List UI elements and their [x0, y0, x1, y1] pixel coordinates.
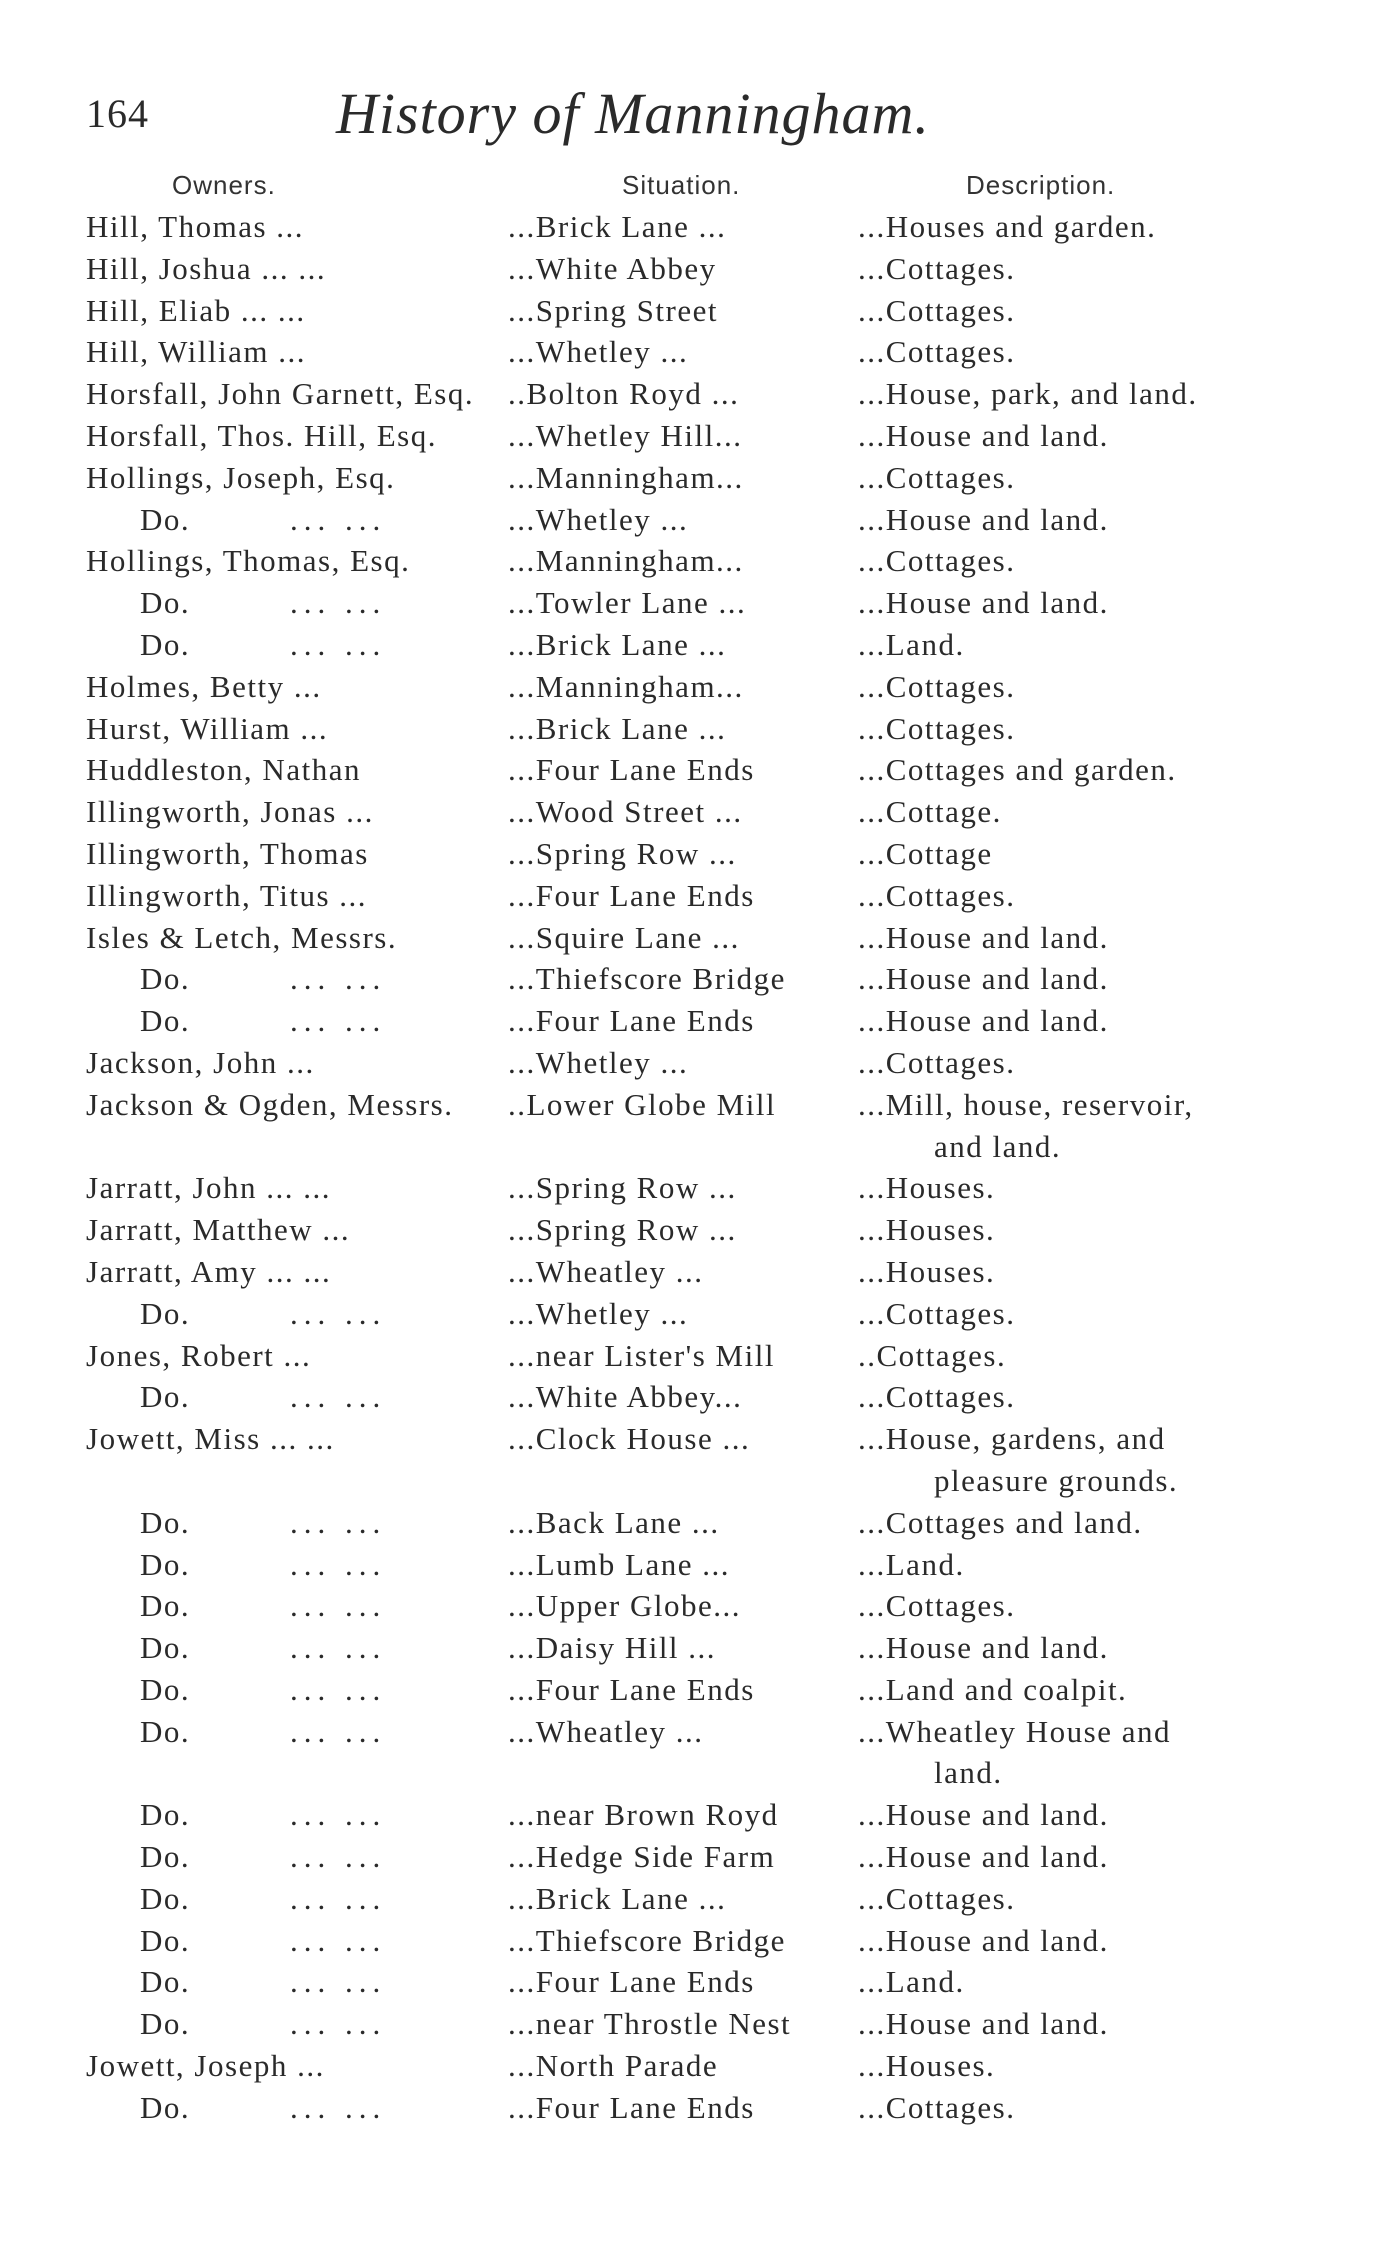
situation-cell: ...Wood Street ...	[508, 794, 743, 830]
description-text: ...Houses and garden.	[858, 209, 1157, 244]
description-cell	[858, 1502, 1258, 1544]
situation-cell: ...Spring Row ...	[508, 1170, 737, 1206]
table-row	[0, 499, 1394, 541]
description-cell	[858, 457, 1258, 499]
column-header-situation: Situation.	[622, 170, 741, 200]
description-text: ...House and land.	[858, 1003, 1109, 1039]
situation-cell: ...Brick Lane ...	[508, 209, 727, 244]
ditto-leader-dots: ... ...	[290, 961, 387, 997]
situation-cell: ...Back Lane ...	[508, 1504, 720, 1540]
table-row	[0, 1376, 1394, 1418]
ditto-leader-dots: ... ...	[290, 1546, 387, 1582]
owner-text: Do.	[140, 1504, 191, 1540]
owner-cell	[86, 206, 304, 248]
situation-cell: ...Hedge Side Farm	[508, 1839, 776, 1875]
owner-cell	[86, 1084, 454, 1126]
situation-cell: ...Spring Row ...	[508, 1212, 737, 1248]
situation-cell: ...White Abbey	[508, 250, 717, 286]
owner-cell	[140, 582, 387, 624]
table-row	[0, 1000, 1394, 1042]
description-cell	[858, 666, 1258, 708]
description-cell	[858, 1794, 1258, 1836]
owner-text: Hill, William ...	[86, 334, 307, 370]
owner-cell	[86, 1418, 335, 1460]
owner-cell	[86, 1335, 311, 1377]
table-row	[0, 540, 1394, 582]
situation-cell: ..Lower Globe Mill	[508, 1086, 777, 1122]
table-row	[0, 1961, 1394, 2003]
situation-cell: ...near Lister's Mill	[508, 1337, 775, 1373]
ditto-leader-dots: ... ...	[290, 1964, 387, 2000]
owner-text: Jarratt, Amy ... ...	[86, 1253, 332, 1289]
owner-cell	[140, 1794, 387, 1836]
table-row	[0, 1042, 1394, 1084]
table-row	[0, 1167, 1394, 1209]
owner-text: Do.	[140, 961, 191, 997]
ditto-leader-dots: ... ...	[290, 1504, 387, 1540]
table-row	[0, 791, 1394, 833]
owner-cell	[140, 1836, 387, 1878]
situation-cell: ...Whetley ...	[508, 334, 689, 370]
owner-cell	[140, 499, 387, 541]
description-text: ...Cottages.	[858, 1379, 1016, 1415]
situation-cell: ..Bolton Royd ...	[508, 376, 740, 412]
description-text: ...House and land.	[858, 919, 1109, 955]
ditto-leader-dots: ... ...	[290, 1379, 387, 1415]
description-continuation: and land.	[934, 1128, 1062, 1164]
table-row	[0, 1585, 1394, 1627]
owner-text: Hill, Joshua ... ...	[86, 250, 327, 286]
owner-cell	[140, 1627, 387, 1669]
owner-text: Do.	[140, 585, 191, 621]
owner-text: Illingworth, Titus ...	[86, 877, 368, 913]
owner-cell	[86, 290, 306, 332]
table-row	[0, 1209, 1394, 1251]
description-text: ...Land.	[858, 1964, 965, 2000]
table-row	[0, 1502, 1394, 1544]
description-text: ...House and land.	[858, 585, 1109, 621]
description-cell	[858, 2087, 1258, 2129]
owner-text: Jones, Robert ...	[86, 1337, 312, 1373]
table-row	[0, 1084, 1394, 1168]
description-text: ...Mill, house, reservoir,	[858, 1086, 1194, 1122]
description-text: ...House and land.	[858, 1797, 1109, 1833]
situation-cell: ...Four Lane Ends	[508, 1671, 755, 1707]
description-text: ...Cottages.	[858, 1044, 1016, 1080]
description-text: ...Cottages and garden.	[858, 752, 1177, 788]
situation-cell: ...Manningham...	[508, 459, 744, 495]
table-row	[0, 1335, 1394, 1377]
situation-cell: ...Manningham...	[508, 543, 744, 579]
description-cell	[858, 1084, 1258, 1168]
owner-cell	[86, 248, 326, 290]
table-row	[0, 415, 1394, 457]
table-row	[0, 331, 1394, 373]
situation-cell: ...near Brown Royd	[508, 1797, 779, 1833]
description-text: ...House, gardens, and	[858, 1421, 1166, 1457]
ditto-leader-dots: ... ...	[290, 1295, 387, 1331]
description-cell	[858, 540, 1258, 582]
description-text: ...Cottages.	[858, 1588, 1016, 1624]
description-text: ...Houses.	[858, 1253, 996, 1289]
owner-text: Jarratt, Matthew ...	[86, 1212, 351, 1248]
situation-cell: ...Brick Lane ...	[508, 626, 727, 662]
situation-cell: ...Manningham...	[508, 668, 744, 704]
owner-cell	[140, 1585, 387, 1627]
description-cell	[858, 2045, 1258, 2087]
owner-text: Do.	[140, 1922, 191, 1958]
owner-cell	[86, 457, 395, 499]
situation-cell: ...Brick Lane ...	[508, 1880, 727, 1916]
situation-cell: ...North Parade	[508, 2048, 719, 2084]
description-text: ...House and land.	[858, 2006, 1109, 2042]
owner-cell	[86, 917, 397, 959]
description-text: ...Cottages.	[858, 459, 1016, 495]
description-text: ...House and land.	[858, 961, 1109, 997]
description-cell	[858, 708, 1258, 750]
owner-cell	[86, 749, 361, 791]
owner-cell	[140, 1502, 387, 1544]
description-cell	[858, 1251, 1258, 1293]
description-cell	[858, 1711, 1258, 1795]
description-text: ...Cottages.	[858, 877, 1016, 913]
table-row	[0, 1711, 1394, 1795]
table-row	[0, 958, 1394, 1000]
owner-text: Do.	[140, 1713, 191, 1749]
description-cell	[858, 290, 1258, 332]
description-cell	[858, 1042, 1258, 1084]
table-row	[0, 1544, 1394, 1586]
owner-cell	[86, 1042, 315, 1084]
situation-cell: ...Four Lane Ends	[508, 752, 755, 788]
table-row	[0, 1669, 1394, 1711]
description-cell	[858, 1669, 1258, 1711]
running-title: History of Manningham.	[336, 81, 930, 146]
situation-cell: ...near Throstle Nest	[508, 2006, 792, 2042]
owner-cell	[86, 415, 437, 457]
owner-text: Hollings, Joseph, Esq.	[86, 459, 396, 495]
description-cell	[858, 624, 1258, 666]
owner-cell	[86, 1251, 331, 1293]
situation-cell: ...Four Lane Ends	[508, 877, 755, 913]
ditto-leader-dots: ... ...	[290, 1880, 387, 1916]
owner-text: Do.	[140, 1671, 191, 1707]
owner-text: Do.	[140, 1003, 191, 1039]
description-cell	[858, 1544, 1258, 1586]
owner-text: Hill, Thomas ...	[86, 209, 305, 244]
owner-text: Illingworth, Jonas ...	[86, 794, 374, 830]
owner-text: Do.	[140, 1295, 191, 1331]
owner-text: Jackson & Ogden, Messrs.	[86, 1086, 454, 1122]
table-row	[0, 708, 1394, 750]
owner-cell	[86, 540, 410, 582]
description-cell	[858, 917, 1258, 959]
owner-cell	[86, 875, 367, 917]
description-text: ...Cottages.	[858, 292, 1016, 328]
table-row	[0, 1794, 1394, 1836]
description-cell	[858, 1878, 1258, 1920]
table-row	[0, 875, 1394, 917]
table-row	[0, 1418, 1394, 1502]
owner-cell	[140, 2087, 387, 2129]
table-row	[0, 248, 1394, 290]
situation-cell: ...Towler Lane ...	[508, 585, 747, 621]
description-cell	[858, 749, 1258, 791]
owner-cell	[86, 1209, 350, 1251]
owner-text: Do.	[140, 2006, 191, 2042]
owner-text: Horsfall, John Garnett, Esq.	[86, 376, 475, 412]
owner-cell	[140, 1376, 387, 1418]
situation-cell: ...Spring Row ...	[508, 835, 737, 871]
description-text: ...Cottages.	[858, 668, 1016, 704]
ditto-leader-dots: ... ...	[290, 2089, 387, 2125]
ditto-leader-dots: ... ...	[290, 1713, 387, 1749]
table-row	[0, 373, 1394, 415]
table-row	[0, 2087, 1394, 2129]
table-row	[0, 1836, 1394, 1878]
situation-cell: ...Daisy Hill ...	[508, 1630, 717, 1666]
ditto-leader-dots: ... ...	[290, 1671, 387, 1707]
description-cell	[858, 331, 1258, 373]
description-text: ...Cottages.	[858, 334, 1016, 370]
owner-cell	[140, 2003, 387, 2045]
owner-text: Hollings, Thomas, Esq.	[86, 543, 411, 579]
description-text: ...Houses.	[858, 1212, 996, 1248]
column-headers	[0, 170, 1394, 204]
owner-text: Isles & Letch, Messrs.	[86, 919, 398, 955]
situation-cell: ...Upper Globe...	[508, 1588, 741, 1624]
description-cell	[858, 1000, 1258, 1042]
ditto-leader-dots: ... ...	[290, 1003, 387, 1039]
situation-cell: ...Brick Lane ...	[508, 710, 727, 746]
ditto-leader-dots: ... ...	[290, 1630, 387, 1666]
situation-cell: ...Thiefscore Bridge	[508, 1922, 786, 1958]
description-text: ...Houses.	[858, 1170, 996, 1206]
description-cell	[858, 415, 1258, 457]
description-cell	[858, 958, 1258, 1000]
page-header	[86, 80, 1266, 150]
table-row	[0, 917, 1394, 959]
description-cell	[858, 206, 1258, 248]
table-row	[0, 290, 1394, 332]
description-text: ...Cottages and land.	[858, 1504, 1143, 1540]
ditto-leader-dots: ... ...	[290, 1797, 387, 1833]
ditto-leader-dots: ... ...	[290, 2006, 387, 2042]
owner-cell	[140, 958, 387, 1000]
description-cell	[858, 582, 1258, 624]
owner-cell	[86, 791, 374, 833]
description-text: ...Cottages.	[858, 250, 1016, 286]
owner-text: Jarratt, John ... ...	[86, 1170, 332, 1206]
owner-cell	[140, 1293, 387, 1335]
owner-cell	[140, 1669, 387, 1711]
description-cell	[858, 1585, 1258, 1627]
description-cell	[858, 875, 1258, 917]
owner-cell	[86, 833, 369, 875]
description-cell	[858, 248, 1258, 290]
owner-cell	[86, 666, 322, 708]
page-number: 164	[86, 91, 149, 136]
description-text: ...Cottages.	[858, 543, 1016, 579]
description-cell	[858, 1293, 1258, 1335]
description-cell	[858, 1418, 1258, 1502]
owner-text: Horsfall, Thos. Hill, Esq.	[86, 417, 437, 453]
table-row	[0, 1920, 1394, 1962]
table-row	[0, 833, 1394, 875]
description-cell	[858, 499, 1258, 541]
owner-cell	[140, 1920, 387, 1962]
description-text: ...Land and coalpit.	[858, 1671, 1128, 1707]
owner-cell	[140, 1711, 387, 1753]
situation-cell: ...Whetley ...	[508, 1044, 689, 1080]
owner-cell	[86, 373, 474, 415]
table-row	[0, 666, 1394, 708]
description-cell	[858, 791, 1258, 833]
description-text: ...Cottages.	[858, 1880, 1016, 1916]
situation-cell: ...Whetley ...	[508, 501, 689, 537]
description-text: ...Cottage.	[858, 794, 1002, 830]
owner-text: Do.	[140, 1964, 191, 2000]
owner-text: Jowett, Joseph ...	[86, 2048, 325, 2084]
table-row	[0, 1878, 1394, 1920]
owner-text: Do.	[140, 1546, 191, 1582]
column-header-description: Description.	[966, 170, 1116, 200]
table-row	[0, 582, 1394, 624]
description-cell	[858, 1209, 1258, 1251]
description-text: ...Houses.	[858, 2048, 996, 2084]
situation-cell: ...Four Lane Ends	[508, 1003, 755, 1039]
table-row	[0, 749, 1394, 791]
description-text: ...Wheatley House and	[858, 1713, 1171, 1749]
owner-cell	[140, 1878, 387, 1920]
owner-text: Do.	[140, 1588, 191, 1624]
description-cell	[858, 1920, 1258, 1962]
table-row	[0, 624, 1394, 666]
situation-cell: ...Four Lane Ends	[508, 1964, 755, 2000]
owner-text: Do.	[140, 626, 191, 662]
description-cell	[858, 1627, 1258, 1669]
description-continuation: land.	[934, 1755, 1003, 1791]
owner-cell	[86, 1167, 331, 1209]
ditto-leader-dots: ... ...	[290, 1839, 387, 1875]
description-text: ...House and land.	[858, 501, 1109, 537]
owner-text: Do.	[140, 2089, 191, 2125]
situation-cell: ...Spring Street	[508, 292, 718, 328]
owner-text: Jowett, Miss ... ...	[86, 1421, 335, 1457]
owner-text: Jackson, John ...	[86, 1044, 315, 1080]
description-text: ...Land.	[858, 626, 965, 662]
description-text: ...Cottages.	[858, 710, 1016, 746]
owner-cell	[86, 708, 328, 750]
situation-cell: ...Wheatley ...	[508, 1253, 704, 1289]
ditto-leader-dots: ... ...	[290, 626, 387, 662]
description-continuation: pleasure grounds.	[934, 1462, 1179, 1498]
owners-table	[0, 206, 1394, 2129]
description-cell	[858, 833, 1258, 875]
description-cell	[858, 1335, 1258, 1377]
table-row	[0, 1293, 1394, 1335]
situation-cell: ...White Abbey...	[508, 1379, 743, 1415]
owner-text: Hurst, William ...	[86, 710, 329, 746]
description-cell	[858, 1836, 1258, 1878]
description-cell	[858, 1376, 1258, 1418]
table-row	[0, 1251, 1394, 1293]
owner-cell	[86, 2045, 325, 2087]
table-row	[0, 2003, 1394, 2045]
owner-text: Do.	[140, 501, 191, 537]
ditto-leader-dots: ... ...	[290, 1922, 387, 1958]
ditto-leader-dots: ... ...	[290, 1588, 387, 1624]
situation-cell: ...Whetley ...	[508, 1295, 689, 1331]
table-row	[0, 457, 1394, 499]
ditto-leader-dots: ... ...	[290, 501, 387, 537]
description-cell	[858, 1167, 1258, 1209]
description-text: ...Cottages.	[858, 2089, 1016, 2125]
owner-text: Holmes, Betty ...	[86, 668, 322, 704]
owner-text: Do.	[140, 1797, 191, 1833]
owner-cell	[140, 1961, 387, 2003]
description-cell	[858, 1961, 1258, 2003]
situation-cell: ...Clock House ...	[508, 1421, 751, 1457]
owner-text: Do.	[140, 1880, 191, 1916]
owner-text: Do.	[140, 1630, 191, 1666]
owner-cell	[140, 1000, 387, 1042]
owner-text: Hill, Eliab ... ...	[86, 292, 306, 328]
column-header-owners: Owners.	[172, 170, 276, 200]
owner-cell	[140, 1544, 387, 1586]
description-text: ...Cottages.	[858, 1295, 1016, 1331]
owner-text: Illingworth, Thomas	[86, 835, 369, 871]
description-text: ...House and land.	[858, 1922, 1109, 1958]
situation-cell: ...Thiefscore Bridge	[508, 961, 786, 997]
description-text: ..Cottages.	[858, 1337, 1007, 1373]
situation-cell: ...Whetley Hill...	[508, 417, 743, 453]
table-row	[0, 1627, 1394, 1669]
owner-cell	[86, 331, 306, 373]
situation-cell: ...Lumb Lane ...	[508, 1546, 731, 1582]
table-row	[0, 2045, 1394, 2087]
description-text: ...House and land.	[858, 417, 1109, 453]
owner-text: Do.	[140, 1839, 191, 1875]
situation-cell: ...Four Lane Ends	[508, 2089, 755, 2125]
situation-cell: ...Wheatley ...	[508, 1713, 704, 1749]
owner-text: Do.	[140, 1379, 191, 1415]
description-cell	[858, 373, 1258, 415]
description-text: ...Cottage	[858, 835, 993, 871]
description-cell	[858, 2003, 1258, 2045]
owner-cell	[140, 624, 387, 666]
description-text: ...House and land.	[858, 1839, 1109, 1875]
ditto-leader-dots: ... ...	[290, 585, 387, 621]
table-row	[0, 206, 1394, 248]
owner-text: Huddleston, Nathan	[86, 752, 361, 788]
description-text: ...House and land.	[858, 1630, 1109, 1666]
description-text: ...Land.	[858, 1546, 965, 1582]
description-text: ...House, park, and land.	[858, 376, 1198, 412]
situation-cell: ...Squire Lane ...	[508, 919, 740, 955]
